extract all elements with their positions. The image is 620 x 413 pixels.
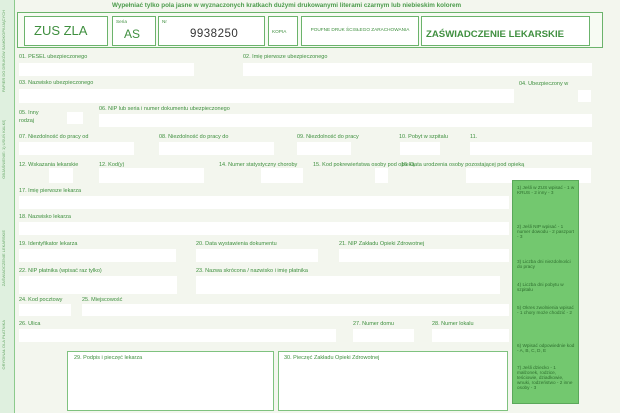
field-19-label: 19. Identyfikator lekarza [19, 241, 78, 247]
field-01-input[interactable] [19, 63, 194, 76]
field-27-label: 27. Numer domu [353, 321, 394, 327]
field-02-label: 02. Imię pierwsze ubezpieczonego [243, 54, 328, 60]
field-06-label: 06. NIP lub seria i numer dokumentu ubezpieczonego [99, 106, 230, 112]
field-22-input[interactable] [19, 276, 177, 294]
field-30-label: 30. Pieczęć Zakładu Opieki Zdrowotnej [284, 355, 380, 361]
field-14-input[interactable] [261, 168, 303, 183]
explanation-7: 7) Jeśli dziecko - 1 małżonek, rodzice, teściowie, dziadkowie, wnuki, rodzeństwo - 2 inne osoby - 3 [517, 365, 573, 390]
field-23-label: 23. Nazwa skrócona / nazwisko i imię płatnika [196, 268, 308, 274]
field-15-label: 15. Kod pokrewieństwa osoby pod opieką [313, 162, 415, 168]
field-14-label: 14. Numer statystyczny choroby [219, 162, 298, 168]
field-17-label: 17. Imię pierwsze lekarza [19, 188, 82, 194]
explanation-6: 6) Wpisać odpowiednie kod - A, B, C, D, E [517, 343, 575, 353]
field-10-label: 10. Pobyt w szpitalu [399, 134, 448, 140]
field-16-label: 16. Data urodzenia osoby pozostającej pod opieką [401, 162, 525, 168]
field-02-input[interactable] [243, 63, 592, 76]
field-06-input[interactable] [99, 114, 592, 127]
field-01-label: 01. PESEL ubezpieczonego [19, 54, 88, 60]
field-19-input[interactable] [19, 249, 176, 262]
side-strip-text-3: ZAŚWIADCZENIE LEKARSKIE [1, 230, 6, 287]
document-title: ZAŚWIADCZENIE LEKARSKIE [426, 29, 565, 40]
seria-value: AS [124, 27, 141, 41]
field-08-label: 08. Niezdolność do pracy do [159, 134, 229, 140]
explanation-1: 1) Jeśli w ZUS wpisać - 1 w KRUS - 2 inny - 3 [517, 185, 575, 195]
zus-zla-label: ZUS ZLA [34, 23, 88, 38]
field-21-label: 21. NIP Zakładu Opieki Zdrowotnej [339, 241, 425, 247]
field-05-label: 05. Inny [19, 110, 39, 116]
kopia-label: KOPIA [272, 29, 287, 34]
explanations-panel [512, 180, 579, 404]
field-07-label: 07. Niezdolność do pracy od [19, 134, 89, 140]
instruction-text: Wypełniać tylko pola jasne w wyznaczonych kratkach dużymi drukowanymi literami czarnym lub niebieskim kolorem [112, 2, 462, 9]
field-21-input[interactable] [339, 249, 509, 262]
field-26-input[interactable] [19, 329, 336, 342]
seria-label: Seria [116, 19, 127, 24]
field-12b-input[interactable] [99, 168, 204, 183]
side-strip-text-4: ORYGINAŁ DLA PŁATNIKA [1, 320, 6, 370]
druk-label: POUFNE DRUK ŚCISŁEGO ZARACHOWANIA [310, 27, 410, 32]
field-04-input[interactable] [578, 90, 591, 102]
field-18-input[interactable] [19, 222, 509, 235]
explanation-5: 5) Okres zwolnienia wpisać - 1 chory może chodzić - 2 [517, 305, 574, 315]
field-03-input[interactable] [19, 89, 514, 103]
field-24-input[interactable] [19, 304, 71, 316]
field-05-sublabel: rodzaj [19, 118, 34, 124]
explanation-3: 3) Liczba dni niezdolności do pracy [517, 259, 571, 269]
field-17-input[interactable] [19, 196, 509, 209]
field-09-input[interactable] [297, 142, 351, 155]
field-25-label: 25. Miejscowość [82, 297, 123, 303]
field-15-input[interactable] [375, 168, 388, 183]
field-18-label: 18. Nazwisko lekarza [19, 214, 71, 220]
field-26-label: 26. Ulica [19, 321, 41, 327]
field-28-label: 28. Numer lokalu [432, 321, 474, 327]
field-23-input[interactable] [196, 276, 500, 294]
number-value: 9938250 [190, 28, 239, 40]
field-05-input[interactable] [67, 112, 83, 124]
field-20-input[interactable] [196, 249, 318, 262]
field-11-label: 11. [470, 134, 478, 140]
field-25-input[interactable] [82, 304, 509, 316]
field-11-input[interactable] [470, 142, 592, 155]
side-strip [0, 0, 15, 413]
field-08-input[interactable] [159, 142, 274, 155]
side-strip-text-1: PAPIER DO DRUKÓW SAMOKOPIUJĄCYCH [1, 10, 6, 93]
explanation-4: 4) Liczba dni pobytu w szpitalu [517, 282, 564, 292]
number-label: Nr [162, 19, 167, 24]
side-strip-text-2: OBJAŚNIENIE: 1) USUŃ KALKĘ [1, 120, 6, 179]
field-20-label: 20. Data wystawienia dokumentu [196, 241, 277, 247]
field-12a-input[interactable] [49, 168, 73, 183]
field-04-label: 04. Ubezpieczony w [519, 81, 569, 87]
field-10-input[interactable] [400, 142, 440, 155]
field-29-label: 29. Podpis i pieczęć lekarza [74, 355, 143, 361]
field-12b-label: 12. Kod(y) [99, 162, 125, 168]
field-24-label: 24. Kod pocztowy [19, 297, 63, 303]
field-03-label: 03. Nazwisko ubezpieczonego [19, 80, 94, 86]
field-07-input[interactable] [19, 142, 134, 155]
field-12a-label: 12. Wskazania lekarskie [19, 162, 79, 168]
field-09-label: 09. Niezdolność do pracy [297, 134, 359, 140]
explanation-2: 2) Jeśli NIP wpisać - 1 numer dowodu - 2 paszport - 3 [517, 224, 575, 239]
field-22-label: 22. NIP płatnika (wpisać raz tylko) [19, 268, 102, 274]
field-27-input[interactable] [353, 329, 414, 342]
field-28-input[interactable] [432, 329, 509, 342]
